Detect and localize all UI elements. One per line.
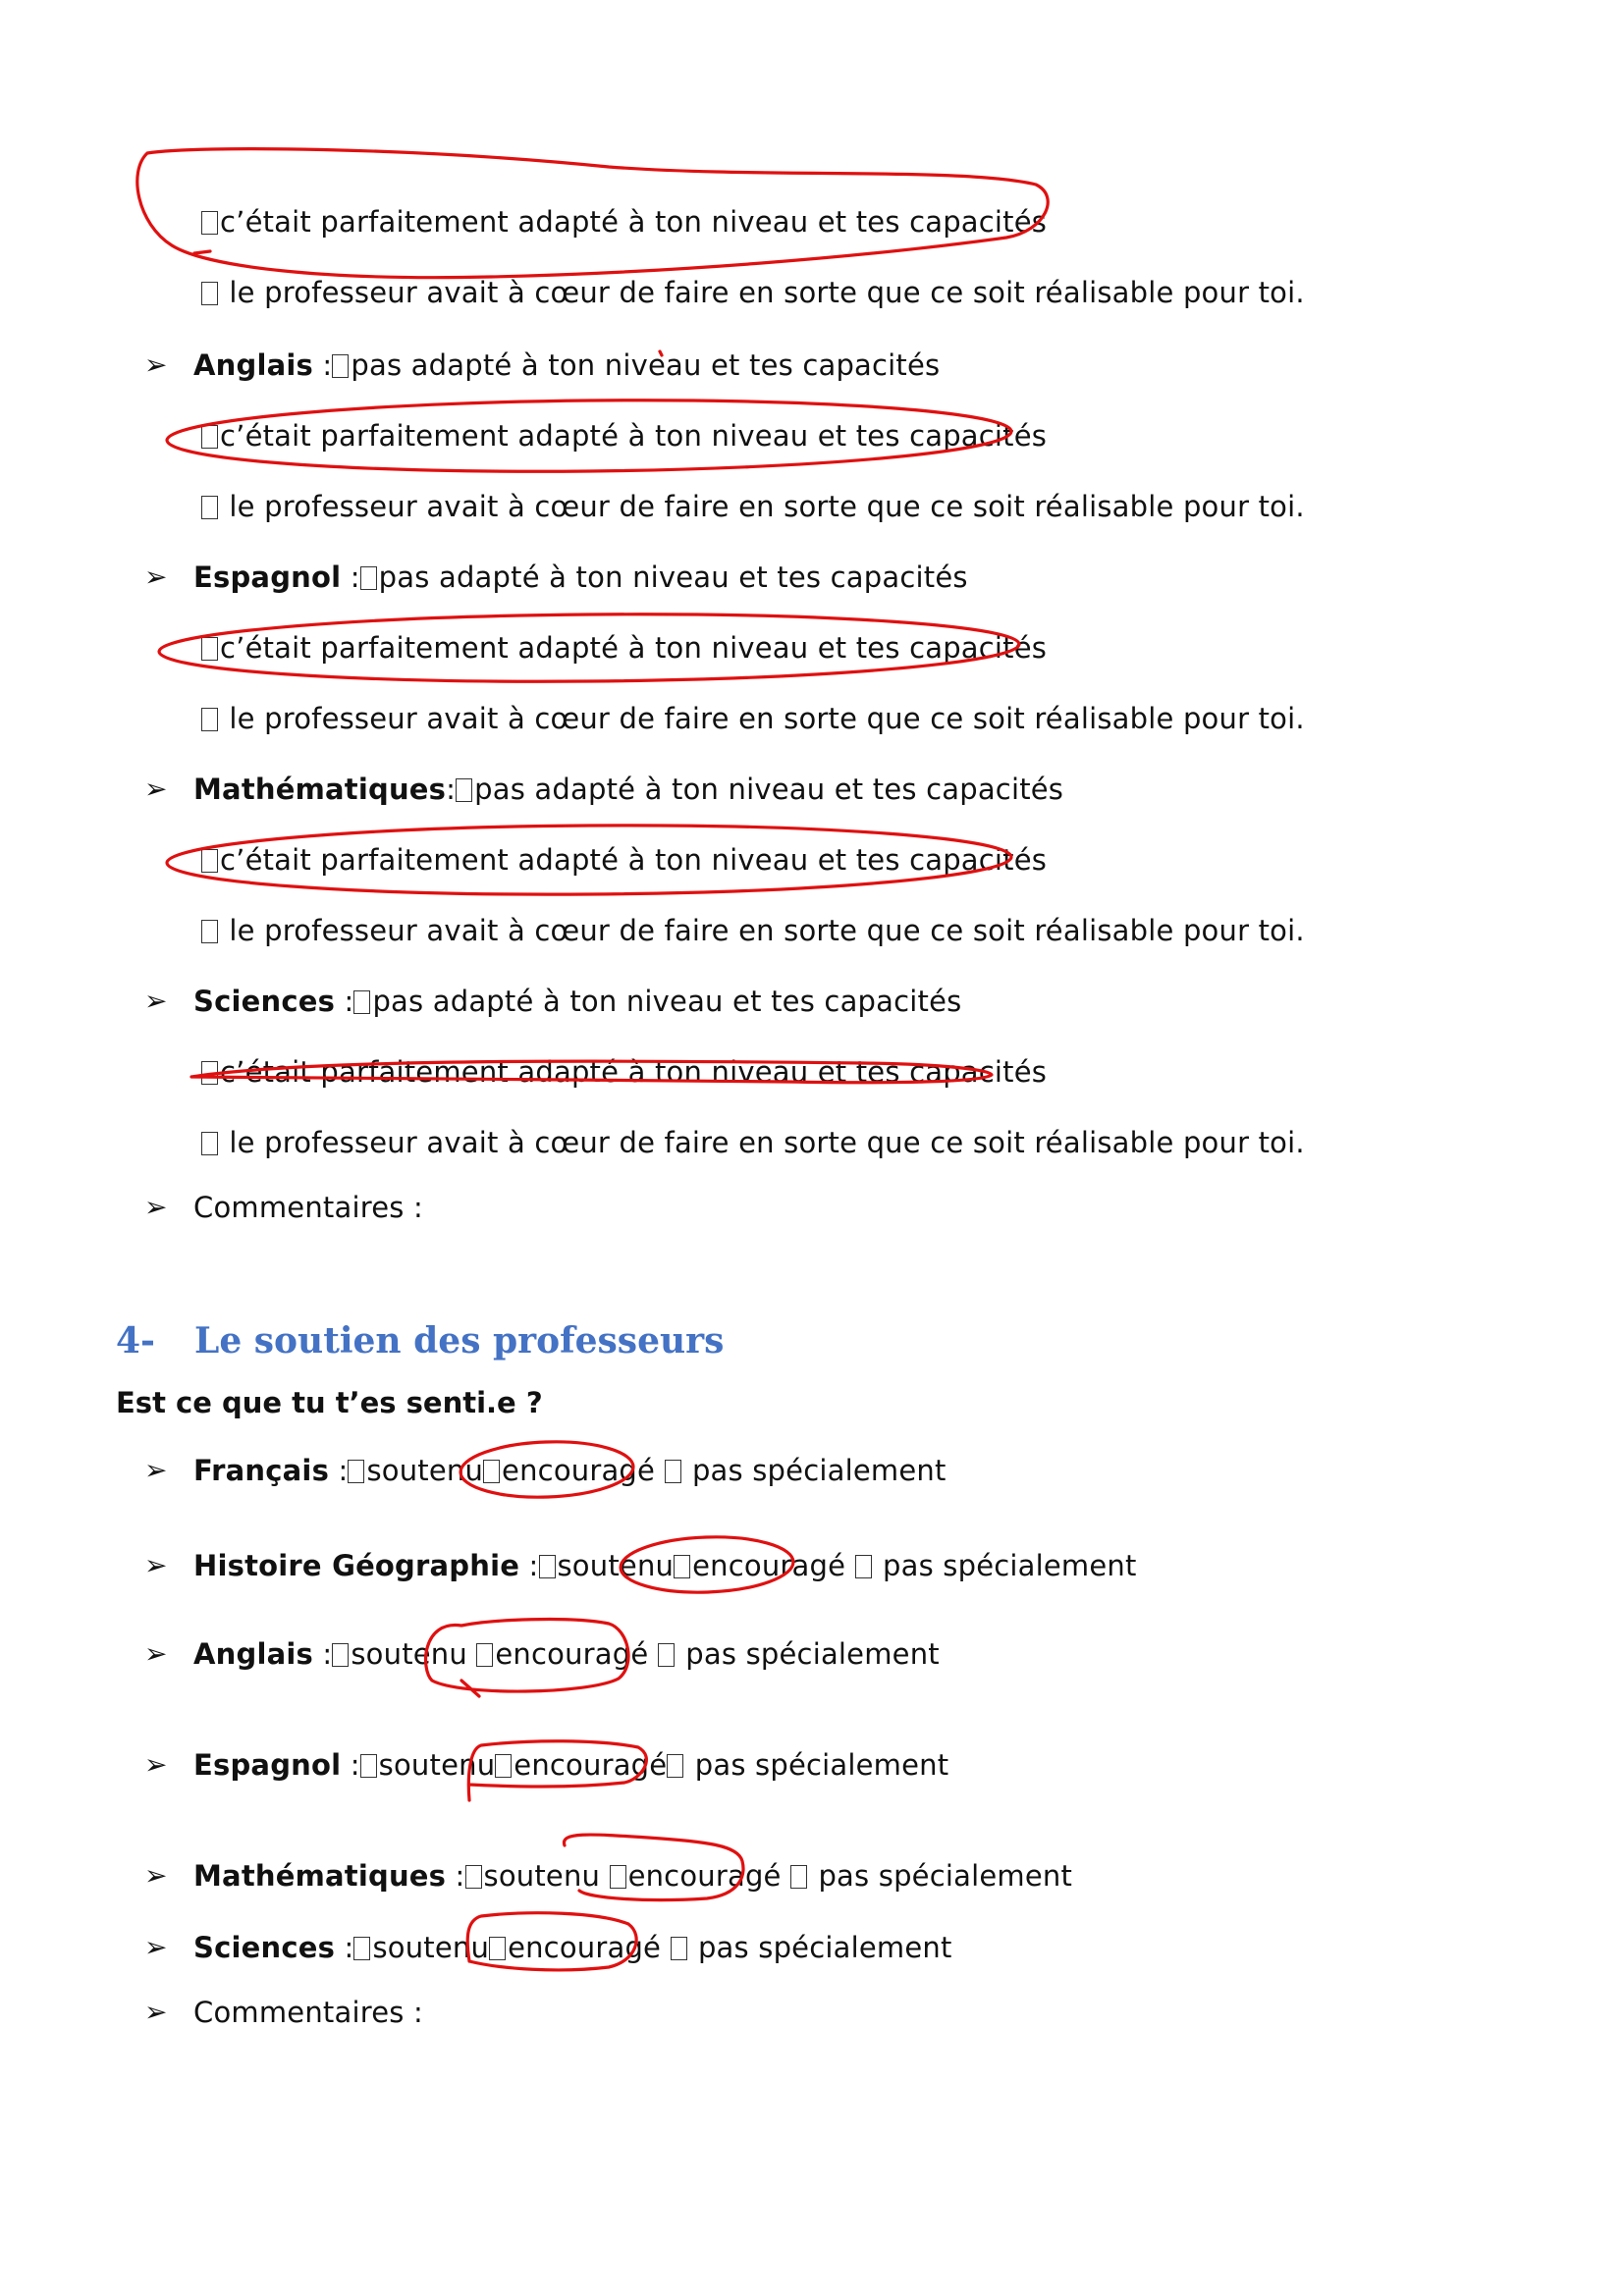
checkbox-soutenu[interactable] <box>348 1460 364 1483</box>
section-heading <box>116 1320 724 1362</box>
comments-label: Commentaires : <box>193 1191 423 1224</box>
ink-tick-1 <box>194 251 210 253</box>
checkbox-soutenu[interactable] <box>332 1643 349 1667</box>
checkbox-pas-specialement[interactable] <box>855 1555 872 1578</box>
checkbox-encourage[interactable] <box>495 1754 512 1778</box>
checkbox-pas-specialement[interactable] <box>665 1460 681 1483</box>
checkbox[interactable] <box>201 637 218 661</box>
checkbox[interactable] <box>201 849 218 873</box>
checkbox-soutenu[interactable] <box>353 1937 370 1960</box>
checkbox[interactable] <box>201 1132 218 1155</box>
checkbox-soutenu[interactable] <box>465 1865 482 1889</box>
support-row-histoire-geographie: Histoire Géographie : soutenu encouragé pas spécialement <box>193 1549 1137 1582</box>
subject-row-sciences: Sciences : pas adapté à ton niveau et tes capacités <box>193 985 962 1018</box>
checkbox[interactable] <box>201 920 218 943</box>
arrow-bullet-icon: ➢ <box>144 1454 168 1486</box>
arrow-bullet-icon: ➢ <box>144 1859 168 1892</box>
checkbox-pas-specialement[interactable] <box>658 1643 675 1667</box>
comments-label: Commentaires : <box>193 1996 423 2029</box>
arrow-bullet-icon: ➢ <box>144 348 168 381</box>
checkbox-soutenu[interactable] <box>360 1754 377 1778</box>
option-adapted[interactable]: c’était parfaitement adapté à ton niveau et tes capacités <box>201 630 1047 666</box>
checkbox[interactable] <box>353 990 370 1014</box>
arrow-bullet-icon: ➢ <box>144 773 168 805</box>
checkbox-soutenu[interactable] <box>539 1555 556 1578</box>
option-adapted[interactable]: c’était parfaitement adapté à ton niveau et tes capacités <box>201 1054 1047 1090</box>
subject-row-anglais: Anglais : pas adapté à ton niveau et tes capacités <box>193 348 941 382</box>
arrow-bullet-icon: ➢ <box>144 1748 168 1781</box>
option-adapted[interactable]: c’était parfaitement adapté à ton niveau et tes capacités <box>201 204 1047 240</box>
option-teacher-care[interactable]: le professeur avait à cœur de faire en sorte que ce soit réalisable pour toi. <box>201 701 1305 736</box>
checkbox[interactable] <box>201 282 218 305</box>
checkbox[interactable] <box>201 1061 218 1085</box>
checkbox-pas-specialement[interactable] <box>790 1865 807 1889</box>
section-question: Est ce que tu t’es senti.e ? <box>116 1386 543 1419</box>
arrow-bullet-icon: ➢ <box>144 1549 168 1581</box>
checkbox[interactable] <box>201 425 218 449</box>
option-adapted[interactable]: c’était parfaitement adapté à ton niveau et tes capacités <box>201 842 1047 878</box>
checkbox-encourage[interactable] <box>489 1937 506 1960</box>
checkbox-pas-specialement[interactable] <box>667 1754 683 1778</box>
option-teacher-care[interactable]: le professeur avait à cœur de faire en sorte que ce soit réalisable pour toi. <box>201 275 1305 310</box>
checkbox-encourage[interactable] <box>610 1865 626 1889</box>
arrow-bullet-icon: ➢ <box>144 1996 168 2028</box>
section-number: 4- <box>116 1320 155 1362</box>
support-row-espagnol: Espagnol : soutenu encouragé pas spécialement <box>193 1748 949 1782</box>
checkbox[interactable] <box>201 496 218 519</box>
checkbox[interactable] <box>456 778 472 802</box>
arrow-bullet-icon: ➢ <box>144 1191 168 1223</box>
checkbox[interactable] <box>201 708 218 731</box>
subject-row-mathematiques: Mathématiques: pas adapté à ton niveau et tes capacités <box>193 773 1064 806</box>
checkbox[interactable] <box>332 354 349 378</box>
option-adapted[interactable]: c’était parfaitement adapté à ton niveau et tes capacités <box>201 418 1047 454</box>
arrow-bullet-icon: ➢ <box>144 561 168 593</box>
checkbox-encourage[interactable] <box>674 1555 690 1578</box>
option-teacher-care[interactable]: le professeur avait à cœur de faire en sorte que ce soit réalisable pour toi. <box>201 489 1305 524</box>
support-row-francais: Français : soutenu encouragé pas spécialement <box>193 1454 947 1487</box>
subject-row-espagnol: Espagnol : pas adapté à ton niveau et tes capacités <box>193 561 968 594</box>
section-title: Le soutien des professeurs <box>194 1320 725 1362</box>
checkbox-encourage[interactable] <box>476 1643 493 1667</box>
checkbox-pas-specialement[interactable] <box>671 1937 687 1960</box>
support-row-sciences: Sciences : soutenu encouragé pas spécialement <box>193 1931 952 1964</box>
checkbox[interactable] <box>201 211 218 235</box>
support-row-anglais: Anglais : soutenu encouragé pas spécialement <box>193 1637 940 1671</box>
checkbox-encourage[interactable] <box>483 1460 500 1483</box>
option-teacher-care[interactable]: le professeur avait à cœur de faire en sorte que ce soit réalisable pour toi. <box>201 913 1305 948</box>
checkbox[interactable] <box>360 566 377 590</box>
arrow-bullet-icon: ➢ <box>144 985 168 1017</box>
arrow-bullet-icon: ➢ <box>144 1637 168 1670</box>
option-teacher-care[interactable]: le professeur avait à cœur de faire en sorte que ce soit réalisable pour toi. <box>201 1125 1305 1160</box>
arrow-bullet-icon: ➢ <box>144 1931 168 1963</box>
support-row-mathematiques: Mathématiques : soutenu encouragé pas spécialement <box>193 1859 1073 1893</box>
